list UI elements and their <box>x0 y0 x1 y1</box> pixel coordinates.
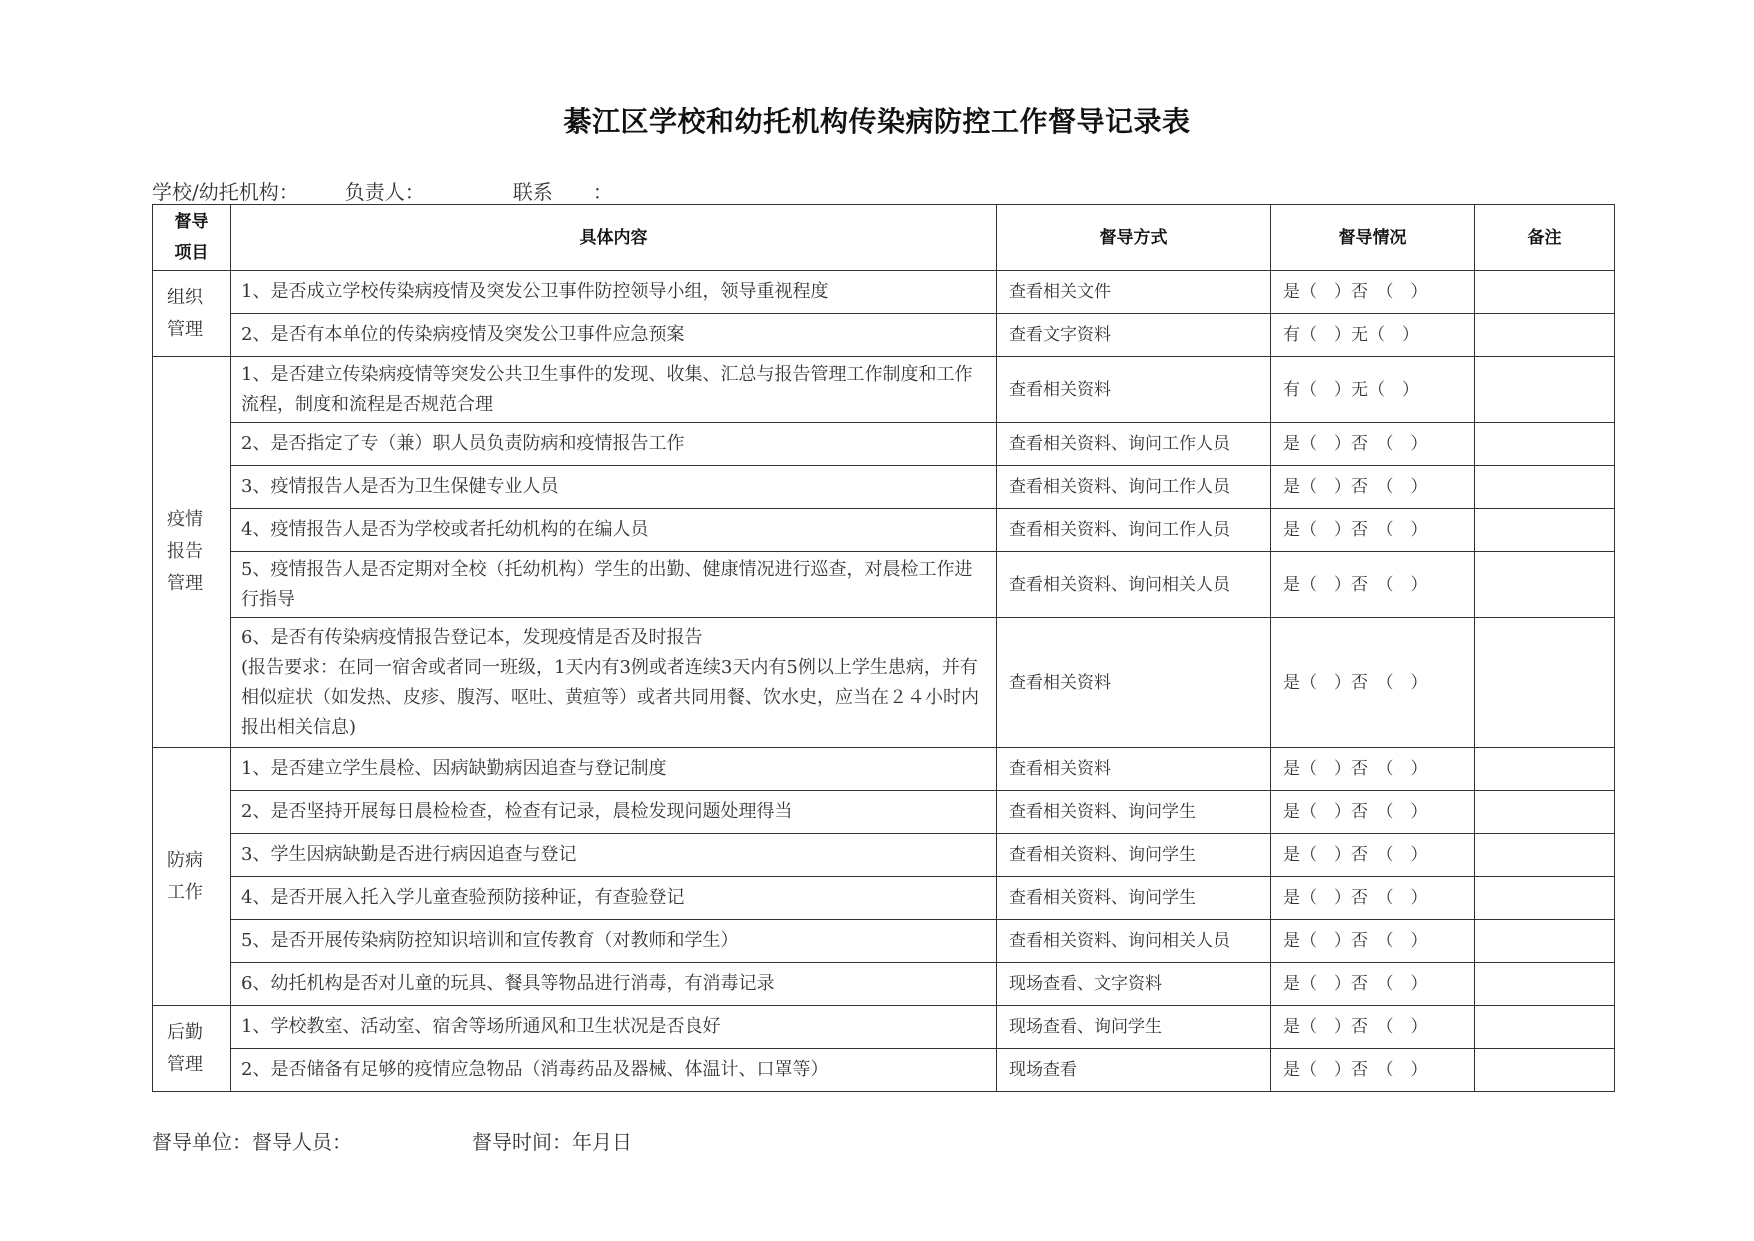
table-row <box>153 877 1615 920</box>
row-status: 是（ ）否 （ ） <box>1271 466 1475 509</box>
row-method: 查看相关文件 <box>997 271 1271 314</box>
row-content: 3、学生因病缺勤是否进行病因追查与登记 <box>231 834 997 877</box>
row-method: 查看相关资料、询问工作人员 <box>997 466 1271 509</box>
row-status: 是（ ）否 （ ） <box>1271 618 1475 748</box>
header-status: 督导情况 <box>1271 205 1475 271</box>
row-note <box>1475 271 1615 314</box>
group-logistics-management: 后勤 管理 <box>153 1006 231 1092</box>
header-method: 督导方式 <box>997 205 1271 271</box>
row-status: 是（ ）否 （ ） <box>1271 509 1475 552</box>
row-method: 查看相关资料、询问相关人员 <box>997 920 1271 963</box>
table-row <box>153 963 1615 1006</box>
row-note <box>1475 920 1615 963</box>
table-row <box>153 509 1615 552</box>
table-row <box>153 834 1615 877</box>
row-status: 是（ ）否 （ ） <box>1271 1049 1475 1092</box>
row-content: 2、是否坚持开展每日晨检检查，检查有记录，晨检发现问题处理得当 <box>231 791 997 834</box>
table-row <box>153 618 1615 748</box>
row-status: 是（ ）否 （ ） <box>1271 834 1475 877</box>
row-method: 现场查看 <box>997 1049 1271 1092</box>
header-item: 督导 项目 <box>153 205 231 271</box>
row-note <box>1475 877 1615 920</box>
row-content: 2、是否有本单位的传染病疫情及突发公卫事件应急预案 <box>231 314 997 357</box>
row-content: 1、学校教室、活动室、宿舍等场所通风和卫生状况是否良好 <box>231 1006 997 1049</box>
table-row <box>153 791 1615 834</box>
header-note: 备注 <box>1475 205 1615 271</box>
table-row <box>153 314 1615 357</box>
row-status: 是（ ）否 （ ） <box>1271 920 1475 963</box>
row-method: 查看相关资料 <box>997 357 1271 423</box>
row-content: 1、是否成立学校传染病疫情及突发公卫事件防控领导小组，领导重视程度 <box>231 271 997 314</box>
group-disease-prevention-work: 防病 工作 <box>153 748 231 1006</box>
row-status: 是（ ）否 （ ） <box>1271 791 1475 834</box>
group-org-management: 组织 管理 <box>153 271 231 357</box>
row-status: 有（ ）无（ ） <box>1271 314 1475 357</box>
row-note <box>1475 748 1615 791</box>
contact-label: 联系 ： <box>512 180 613 204</box>
document-title: 綦江区学校和幼托机构传染病防控工作督导记录表 <box>563 105 1191 138</box>
row-content-with-requirement <box>231 618 997 748</box>
row-method: 查看相关资料 <box>997 618 1271 748</box>
supervision-record-table <box>152 204 1615 1092</box>
row-note <box>1475 314 1615 357</box>
row-content: 2、是否储备有足够的疫情应急物品（消毒药品及器械、体温计、口罩等） <box>231 1049 997 1092</box>
row-status: 是（ ）否 （ ） <box>1271 271 1475 314</box>
row-status: 有（ ）无（ ） <box>1271 357 1475 423</box>
row-method: 查看相关资料、询问学生 <box>997 791 1271 834</box>
table-row <box>153 748 1615 791</box>
row-note <box>1475 423 1615 466</box>
row-content: 3、疫情报告人是否为卫生保健专业人员 <box>231 466 997 509</box>
row-method: 查看相关资料、询问相关人员 <box>997 552 1271 618</box>
header-fields <box>152 176 613 205</box>
table-row <box>153 423 1615 466</box>
row-status: 是（ ）否 （ ） <box>1271 1006 1475 1049</box>
header-content: 具体内容 <box>231 205 997 271</box>
school-label: 学校/幼托机构： <box>152 180 299 204</box>
supervision-unit-label: 督导单位：督导人员： <box>152 1130 352 1154</box>
row-status: 是（ ）否 （ ） <box>1271 552 1475 618</box>
table-row <box>153 552 1615 618</box>
table-row <box>153 466 1615 509</box>
row-method: 查看文字资料 <box>997 314 1271 357</box>
row-note <box>1475 963 1615 1006</box>
group-epidemic-report-management: 疫情 报告 管理 <box>153 357 231 748</box>
row-note <box>1475 552 1615 618</box>
row-note <box>1475 1049 1615 1092</box>
leader-label: 负责人： <box>344 180 425 204</box>
row-content: 5、疫情报告人是否定期对全校（托幼机构）学生的出勤、健康情况进行巡查，对晨检工作进行指导 <box>231 552 997 618</box>
row-status: 是（ ）否 （ ） <box>1271 877 1475 920</box>
row-note <box>1475 791 1615 834</box>
row-method: 查看相关资料、询问学生 <box>997 834 1271 877</box>
row-method: 现场查看、询问学生 <box>997 1006 1271 1049</box>
row-content: 2、是否指定了专（兼）职人员负责防病和疫情报告工作 <box>231 423 997 466</box>
table-row <box>153 271 1615 314</box>
supervision-time-label: 督导时间：年月日 <box>472 1130 632 1154</box>
row-note <box>1475 618 1615 748</box>
row-method: 查看相关资料、询问学生 <box>997 877 1271 920</box>
row-method: 现场查看、文字资料 <box>997 963 1271 1006</box>
row-method: 查看相关资料 <box>997 748 1271 791</box>
row-note <box>1475 1006 1615 1049</box>
row-status: 是（ ）否 （ ） <box>1271 423 1475 466</box>
table-row <box>153 1049 1615 1092</box>
row-content: 6、幼托机构是否对儿童的玩具、餐具等物品进行消毒，有消毒记录 <box>231 963 997 1006</box>
report-requirement-text: (报告要求：在同一宿舍或者同一班级，1天内有3例或者连续3天内有5例以上学生患病，并有相似症状（如发热、皮疹、腹泻、呕吐、黄疸等）或者共同用餐、饮水史，应当在２４小时内报出相关信息) <box>241 656 979 738</box>
row-note <box>1475 466 1615 509</box>
row-content: 4、是否开展入托入学儿童查验预防接种证，有查验登记 <box>231 877 997 920</box>
table-row <box>153 357 1615 423</box>
row-note <box>1475 357 1615 423</box>
row-note <box>1475 509 1615 552</box>
row-content: 6、是否有传染病疫情报告登记本，发现疫情是否及时报告 <box>241 626 703 648</box>
row-content: 5、是否开展传染病防控知识培训和宣传教育（对教师和学生） <box>231 920 997 963</box>
table-row <box>153 1006 1615 1049</box>
row-method: 查看相关资料、询问工作人员 <box>997 423 1271 466</box>
row-method: 查看相关资料、询问工作人员 <box>997 509 1271 552</box>
row-content: 1、是否建立传染病疫情等突发公共卫生事件的发现、收集、汇总与报告管理工作制度和工作流程，制度和流程是否规范合理 <box>231 357 997 423</box>
table-row <box>153 920 1615 963</box>
table-header-row <box>153 205 1615 271</box>
row-status: 是（ ）否 （ ） <box>1271 748 1475 791</box>
row-note <box>1475 834 1615 877</box>
row-content: 1、是否建立学生晨检、因病缺勤病因追查与登记制度 <box>231 748 997 791</box>
row-content: 4、疫情报告人是否为学校或者托幼机构的在编人员 <box>231 509 997 552</box>
footer-fields <box>152 1126 632 1155</box>
row-status: 是（ ）否 （ ） <box>1271 963 1475 1006</box>
